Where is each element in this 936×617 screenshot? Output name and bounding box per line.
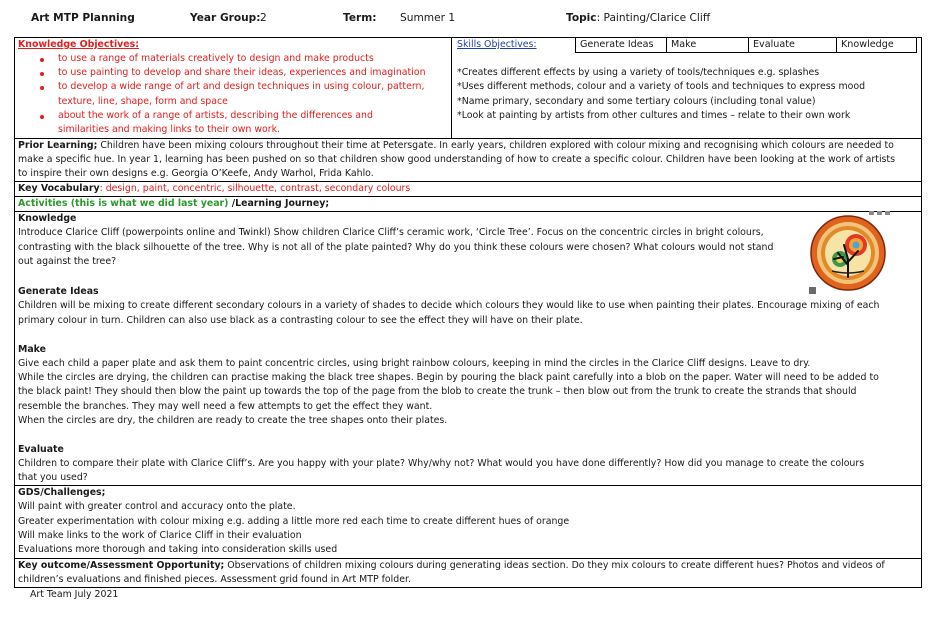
tab-knowledge: Knowledge xyxy=(841,39,894,50)
page-title: Art MTP Planning xyxy=(31,12,135,24)
list-item: about the work of a range of artists, describing the differences and xyxy=(58,110,373,121)
key-vocabulary-label: Key Vocabulary xyxy=(18,183,100,194)
prior-learning-text: Children have been mixing colours throughout their time at Petersgate. In early years, children explored with colour mixing and recognising which colours are needed to xyxy=(97,140,894,151)
key-vocabulary-value: : design, paint, concentric, silhouette, contrast, secondary colours xyxy=(99,183,411,194)
list-item: *Uses different methods, colour and a variety of tools and techniques to express mood xyxy=(457,81,866,92)
list-item: *Name primary, secondary and some tertiary colours (including tonal value) xyxy=(457,96,816,107)
key-outcome-text: Observations of children mixing colours during generating ideas section. Do they mix colours to create different hues? Photos and videos of xyxy=(224,560,885,571)
list-item: to develop a wide range of art and design techniques in using colour, pattern, xyxy=(58,81,425,92)
challenges-heading: GDS/Challenges; xyxy=(18,487,106,498)
knowledge-text: out against the tree? xyxy=(18,256,117,267)
make-text: Give each child a paper plate and ask them to paint concentric circles, using bright rainbow colours, keeping in mind the circles in the Clarice Cliff designs. Leave to dry. xyxy=(18,358,811,369)
knowledge-text: Introduce Clarice Cliff (powerpoints online and Twinkl) Show children Clarice Cliff’s ceramic work, ‘Circle Tree’. Focus on the concentric circles in bright colours, xyxy=(18,227,764,238)
topic-value: : Painting/Clarice Cliff xyxy=(596,12,711,24)
image-handle-top xyxy=(869,211,893,215)
knowledge-text: contrasting with the black silhouette of the tree. Why is not all of the plate painted? Why do you think these colours were chosen? What colours would not stand xyxy=(18,242,774,253)
challenges-text: Evaluations more thorough and taking into consideration skills used xyxy=(18,544,338,555)
make-text: While the circles are drying, the children can practise making the black tree shapes. Begin by pouring the black paint carefully into a blob on the paper. Water will need to be added to xyxy=(18,372,879,383)
key-vocabulary xyxy=(18,182,410,196)
knowledge-heading: Knowledge xyxy=(18,213,77,224)
activities-suffix: /Learning Journey; xyxy=(228,198,330,209)
bullet xyxy=(40,86,44,90)
skills-objectives-heading: Skills Objectives: xyxy=(457,39,537,50)
key-outcome-text: children’s evaluations and finished pieces. Assessment grid found in Art MTP folder. xyxy=(18,574,411,585)
knowledge-objectives-heading: Knowledge Objectives: xyxy=(18,39,139,50)
activities-label: Activities (this is what we did last year) xyxy=(18,198,229,209)
key-outcome-label: Key outcome/Assessment Opportunity; xyxy=(18,560,225,571)
list-item: similarities and making links to their own work. xyxy=(58,124,281,135)
topic-label: Topic xyxy=(566,12,597,24)
list-item: *Look at painting by artists from other cultures and times – relate to their own work xyxy=(457,110,851,121)
bullet xyxy=(40,72,44,76)
bullet xyxy=(40,58,44,62)
challenges-text: Will paint with greater control and accuracy onto the plate. xyxy=(18,501,296,512)
year-group-value: 2 xyxy=(260,12,267,24)
prior-learning-text: to inspire their own designs e.g. Georgia O’Keefe, Andy Warhol, Frida Kahlo. xyxy=(18,168,374,179)
list-item: *Creates different effects by using a variety of tools/techniques e.g. splashes xyxy=(457,67,820,78)
make-text: When the circles are dry, the children are ready to create the tree shapes onto their plates. xyxy=(18,415,448,426)
tab-make: Make xyxy=(671,39,697,50)
make-heading: Make xyxy=(18,344,46,355)
bullet xyxy=(40,115,44,119)
image-handle-bottom xyxy=(809,287,816,294)
evaluate-text: Children to compare their plate with Clarice Cliff’s. Are you happy with your plate? Why/why not? What would you have done differently? How did you manage to create the colours xyxy=(18,458,865,469)
term-value: Summer 1 xyxy=(400,12,456,24)
term-label: Term: xyxy=(343,12,377,24)
list-item: to use painting to develop and share their ideas, experiences and imagination xyxy=(58,67,426,78)
topic xyxy=(566,12,710,24)
year-group-label: Year Group: xyxy=(190,12,261,24)
evaluate-heading: Evaluate xyxy=(18,444,64,455)
generate-ideas-text: primary colour in turn. Children can also use black as a contrasting colour to see the effect they will have on their plate. xyxy=(18,315,583,326)
tab-evaluate: Evaluate xyxy=(753,39,795,50)
list-item: to use a range of materials creatively to design and make products xyxy=(58,53,374,64)
evaluate-text: that you used? xyxy=(18,472,88,483)
challenges-text: Will make links to the work of Clarice Cliff in their evaluation xyxy=(18,530,302,541)
tab-generate-ideas: Generate Ideas xyxy=(580,39,654,50)
prior-learning-label: Prior Learning; xyxy=(18,140,98,151)
make-text: the black paint! They should then blow the paint up towards the top of the page from the blob to create the trunk – then blow out from the trunk to create the strands that should xyxy=(18,386,857,397)
footer: Art Team July 2021 xyxy=(30,589,119,600)
make-text: resemble the branches. They may well need a few attempts to get the effect they want. xyxy=(18,401,433,412)
challenges-text: Greater experimentation with colour mixing e.g. adding a little more red each time to create different hues of orange xyxy=(18,516,570,527)
generate-ideas-text: Children will be mixing to create different secondary colours in a variety of shades to decide which colours they would like to use when painting their plates. Encourage mixing of each xyxy=(18,300,880,311)
activities xyxy=(18,197,329,211)
prior-learning-text: make a specific hue. In year 1, learning has been pushed on so that children show good understanding of how to create a specific colour. Children have been looking at the work of artists xyxy=(18,154,895,165)
list-item: texture, line, shape, form and space xyxy=(58,96,228,107)
generate-ideas-heading: Generate Ideas xyxy=(18,286,99,297)
circle-tree-plate-image xyxy=(810,215,886,291)
